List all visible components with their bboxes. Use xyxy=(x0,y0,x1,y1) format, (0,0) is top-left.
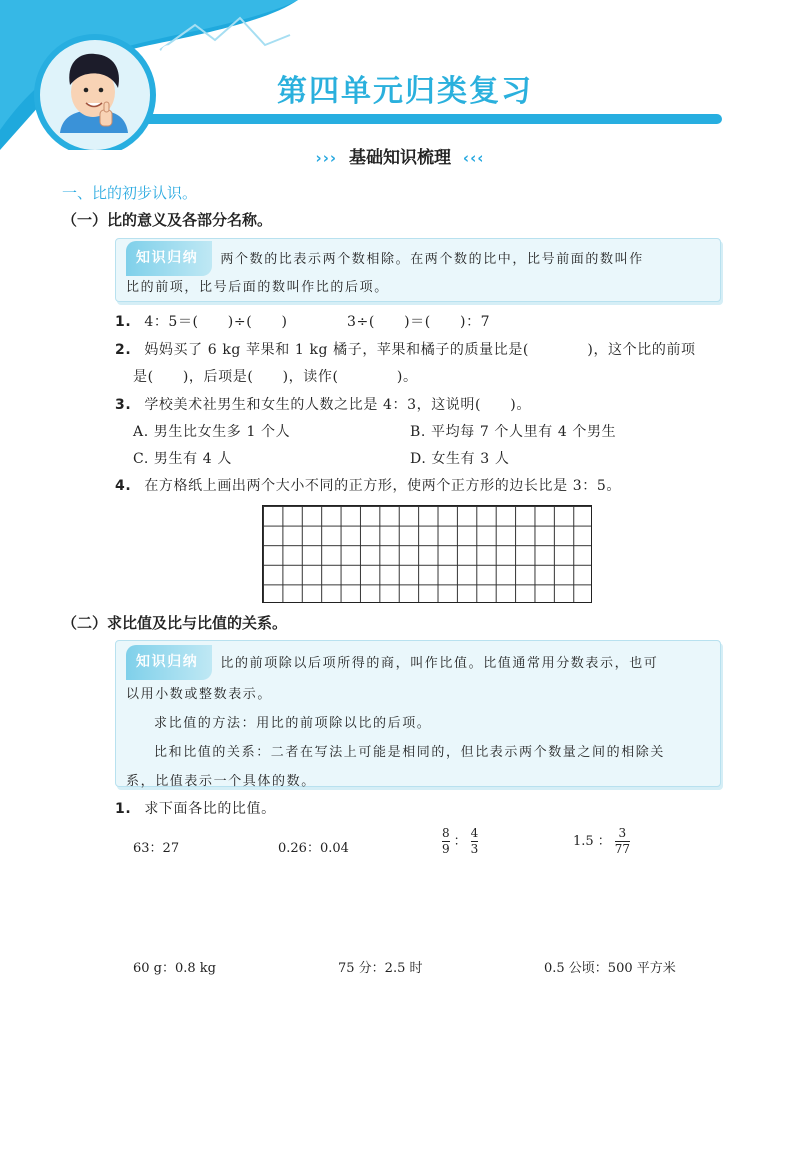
fraction: $\frac{3}{77}$ xyxy=(614,826,630,856)
chevron-right-icon: ››› xyxy=(315,149,338,167)
part1-heading: 一、比的初步认识。 xyxy=(62,184,198,202)
ratio-expression-4: 1.5 ： $\frac{3}{77}$ xyxy=(573,826,630,856)
question-s2-1 xyxy=(115,797,276,821)
ratio-expression-7: 0.5 公顷：500 平方米 xyxy=(544,961,676,976)
knowledge-badge: 知识归纳 xyxy=(126,241,212,276)
question-3 xyxy=(115,393,531,417)
question-text: 在方格纸上画出两个大小不同的正方形，使两个正方形的边长比是 3：5。 xyxy=(144,478,621,494)
page-title: 第四单元归类复习 xyxy=(277,74,533,109)
option-d: D. 女生有 3 人 xyxy=(410,451,510,467)
fraction: $\frac{4}{3}$ xyxy=(470,826,479,856)
ratio-expression-5: 60 g：0.8 kg xyxy=(133,961,217,976)
section-title-text: 基础知识梳理 xyxy=(349,148,451,168)
question-text: 求下面各比的比值。 xyxy=(144,801,276,817)
option-c: C. 男生有 4 人 xyxy=(133,451,232,467)
question-number: 1. xyxy=(115,314,132,330)
knowledge-text: 比的前项，比号后面的数叫作比的后项。 xyxy=(126,280,389,295)
question-2-cont: 是( )，后项是( )，读作( )。 xyxy=(133,369,418,385)
sub1-heading: （一）比的意义及各部分名称。 xyxy=(62,211,273,229)
knowledge-text: 系，比值表示一个具体的数。 xyxy=(126,774,316,789)
ratio-expression-3: $\frac{8}{9}$ ： $\frac{4}{3}$ xyxy=(442,826,479,856)
question-text: 妈妈买了 6 kg 苹果和 1 kg 橘子，苹果和橘子的质量比是( )，这个比的前项 xyxy=(144,342,696,358)
option-a: A. 男生比女生多 1 个人 xyxy=(133,424,291,440)
question-2 xyxy=(115,338,725,362)
knowledge-text: 求比值的方法：用比的前项除以比的后项。 xyxy=(154,716,432,731)
question-text: 4：5＝( )÷( ) xyxy=(144,314,288,330)
sub2-heading: （二）求比值及比与比值的关系。 xyxy=(62,614,288,632)
knowledge-badge: 知识归纳 xyxy=(126,645,212,680)
question-1 xyxy=(115,310,288,334)
knowledge-box-1 xyxy=(115,238,721,302)
knowledge-text: 比和比值的关系：二者在写法上可能是相同的，但比表示两个数量之间的相除关 xyxy=(154,745,666,760)
question-text: 学校美术社男生和女生的人数之比是 4：3，这说明( )。 xyxy=(144,397,531,413)
fraction: $\frac{8}{9}$ xyxy=(442,826,450,856)
ratio-expression-2: 0.26：0.04 xyxy=(278,841,349,856)
section-title xyxy=(0,143,800,168)
knowledge-box-2 xyxy=(115,640,721,787)
chevron-left-icon: ‹‹‹ xyxy=(462,149,485,167)
ratio-expression-6: 75 分：2.5 时 xyxy=(338,961,423,976)
knowledge-text: 两个数的比表示两个数相除。在两个数的比中，比号前面的数叫作 xyxy=(220,252,644,267)
question-1b: 3÷( )＝( )：7 xyxy=(347,314,491,330)
question-number: 1. xyxy=(115,801,132,817)
question-number: 4. xyxy=(115,478,132,494)
knowledge-text: 比的前项除以后项所得的商，叫作比值。比值通常用分数表示，也可 xyxy=(220,656,659,671)
question-number: 2. xyxy=(115,342,132,358)
question-number: 3. xyxy=(115,397,132,413)
ratio-expression-1: 63：27 xyxy=(133,841,180,856)
question-4 xyxy=(115,474,621,498)
grid-paper[interactable] xyxy=(262,505,592,603)
knowledge-text: 以用小数或整数表示。 xyxy=(126,687,273,702)
option-b: B. 平均每 7 个人里有 4 个男生 xyxy=(410,424,617,440)
